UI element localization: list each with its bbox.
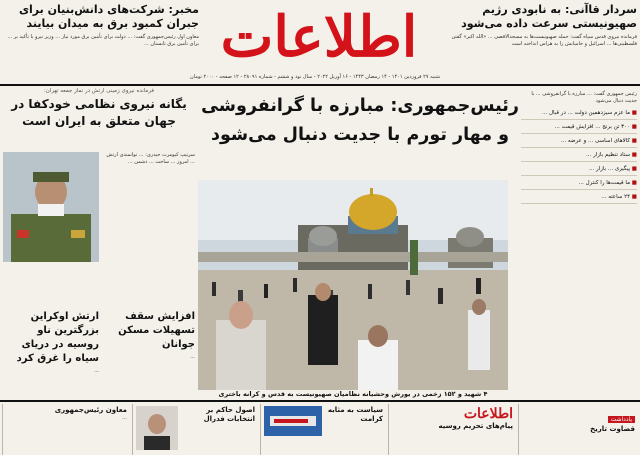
portrait-image (136, 406, 178, 450)
list-item[interactable]: ■ پیگیری ... بازار ... (521, 165, 637, 176)
bottom-headline: قضاوت تاریخ (590, 425, 635, 433)
left-headline[interactable]: یگانه نیروی نظامی خودکفا در جهان متعلق به ایران است (11, 97, 187, 128)
right-column-list (521, 109, 637, 204)
top-right-headline: سردار قاآنی: به نابودی رژیم صهیونیستی سرعت داده می‌شود (461, 3, 637, 30)
ukraine-body: ... (94, 368, 99, 374)
commander-photo (3, 152, 99, 262)
main-headline[interactable]: رئیس‌جمهوری: مبارزه با گرانفروشی و مهار تورم با جدیت دنبال می‌شود (201, 96, 519, 145)
loan-story[interactable] (103, 310, 195, 361)
top-left-headline: مخبر: شرکت‌های دانش‌بنیان برای جبران کمبود برق به میدان بیایند (18, 3, 199, 30)
left-kicker: فرمانده نیروی زمینی ارتش در نماز جمعه تهران: (43, 88, 155, 94)
bottom-item-4[interactable] (132, 404, 258, 455)
ukraine-story[interactable] (3, 310, 99, 375)
masthead-title: اطلاعات (220, 4, 418, 70)
list-item[interactable]: ■ ۲۴ ساعته ... (521, 193, 637, 204)
top-left-story[interactable] (3, 3, 199, 81)
bottom-headline: اصول حاکم بر انتخابات فدرال (203, 406, 255, 423)
al-aqsa-photo (198, 180, 508, 390)
bottom-headline: معاون رئیس‌جمهوری (54, 406, 127, 414)
bottom-item-2[interactable] (388, 404, 516, 455)
portrait-image (3, 152, 99, 262)
list-item[interactable]: ■ ما عزم سیزدهمین دولت ... در قبال ... (521, 109, 637, 120)
top-right-body: فرمانده نیروی قدس سپاه گفت: حمله صهیونیست‌ها به مسجدالاقصی ... «الله اکبر» گفتن فلسطینی‌ها ... اسرائیل و حامیانش را به هراس انداخته است (451, 34, 637, 47)
bottom-headline: پیام‌های تحریم روسیه (438, 422, 513, 430)
dateline: شنبه ۲۷ فروردین ۱۴۰۱ - ۱۴ رمضان ۱۴۴۳ - ۱۶ آوریل ۲۰۲۲ - سال نود و ششم - شماره ۲۸۰۹۱ - ۱۲ صفحه - ۲۰۰۰ تومان (190, 74, 440, 80)
sanctions-image (264, 406, 322, 436)
list-item[interactable]: ■ ما قیمت‌ها را کنترل ... (521, 179, 637, 190)
loan-body: ... (190, 354, 195, 360)
list-item[interactable]: ■ ۳۰۰ تن برنج ... افزایش قیمت ... (521, 123, 637, 134)
ukraine-headline: ارتش اوکراین بزرگترین ناو روسیه در دریای سیاه را غرق کرد (16, 311, 99, 364)
list-item[interactable]: ■ ستاد تنظیم بازار ... (521, 151, 637, 162)
top-right-story[interactable] (441, 3, 637, 81)
right-column-intro: رئیس جمهوری گفت: ... مبارزه با گرانفروشی ... با جدیت دنبال می‌شود (531, 91, 637, 104)
loan-headline: افزایش سقف تسهیلات مسکن جوانان (118, 311, 195, 350)
right-column (521, 88, 637, 388)
top-divider (0, 84, 640, 86)
bottom-item-3[interactable] (260, 404, 386, 455)
bottom-logo: اطلاعات (463, 406, 513, 422)
bottom-headline: سیاست به مثابه کرامت (327, 406, 383, 423)
bottom-label: یادداشت (608, 416, 635, 423)
bottom-item-5[interactable] (2, 404, 130, 455)
bottom-sub: ... (122, 415, 127, 421)
left-column (3, 88, 195, 388)
left-lower-stories (3, 310, 195, 388)
photo-caption: ۴ شهید و ۱۵۲ زخمی در یورش وحشیانه نظامیان صهیونیست به قدس و کرانه باختری (218, 390, 488, 398)
bottom-item-1[interactable] (518, 404, 638, 455)
bottom-strip (0, 400, 640, 453)
top-left-body: معاون اول رئیس‌جمهوری گفت: ... دولت برای تأمین برق مورد نیاز ... وزیر نیرو با تأکید بر ... برای تأمین برق تابستان ... (7, 34, 199, 47)
left-body: سرتیپ کیومرث حیدری: ... توانمندی ارتش ... امروز ... ساخت ... دشمن ... (106, 152, 195, 165)
main-photo (198, 180, 508, 390)
list-item[interactable]: ■ کالاهای اساسی ... و عرضه ... (521, 137, 637, 148)
front-page-top (0, 0, 640, 84)
